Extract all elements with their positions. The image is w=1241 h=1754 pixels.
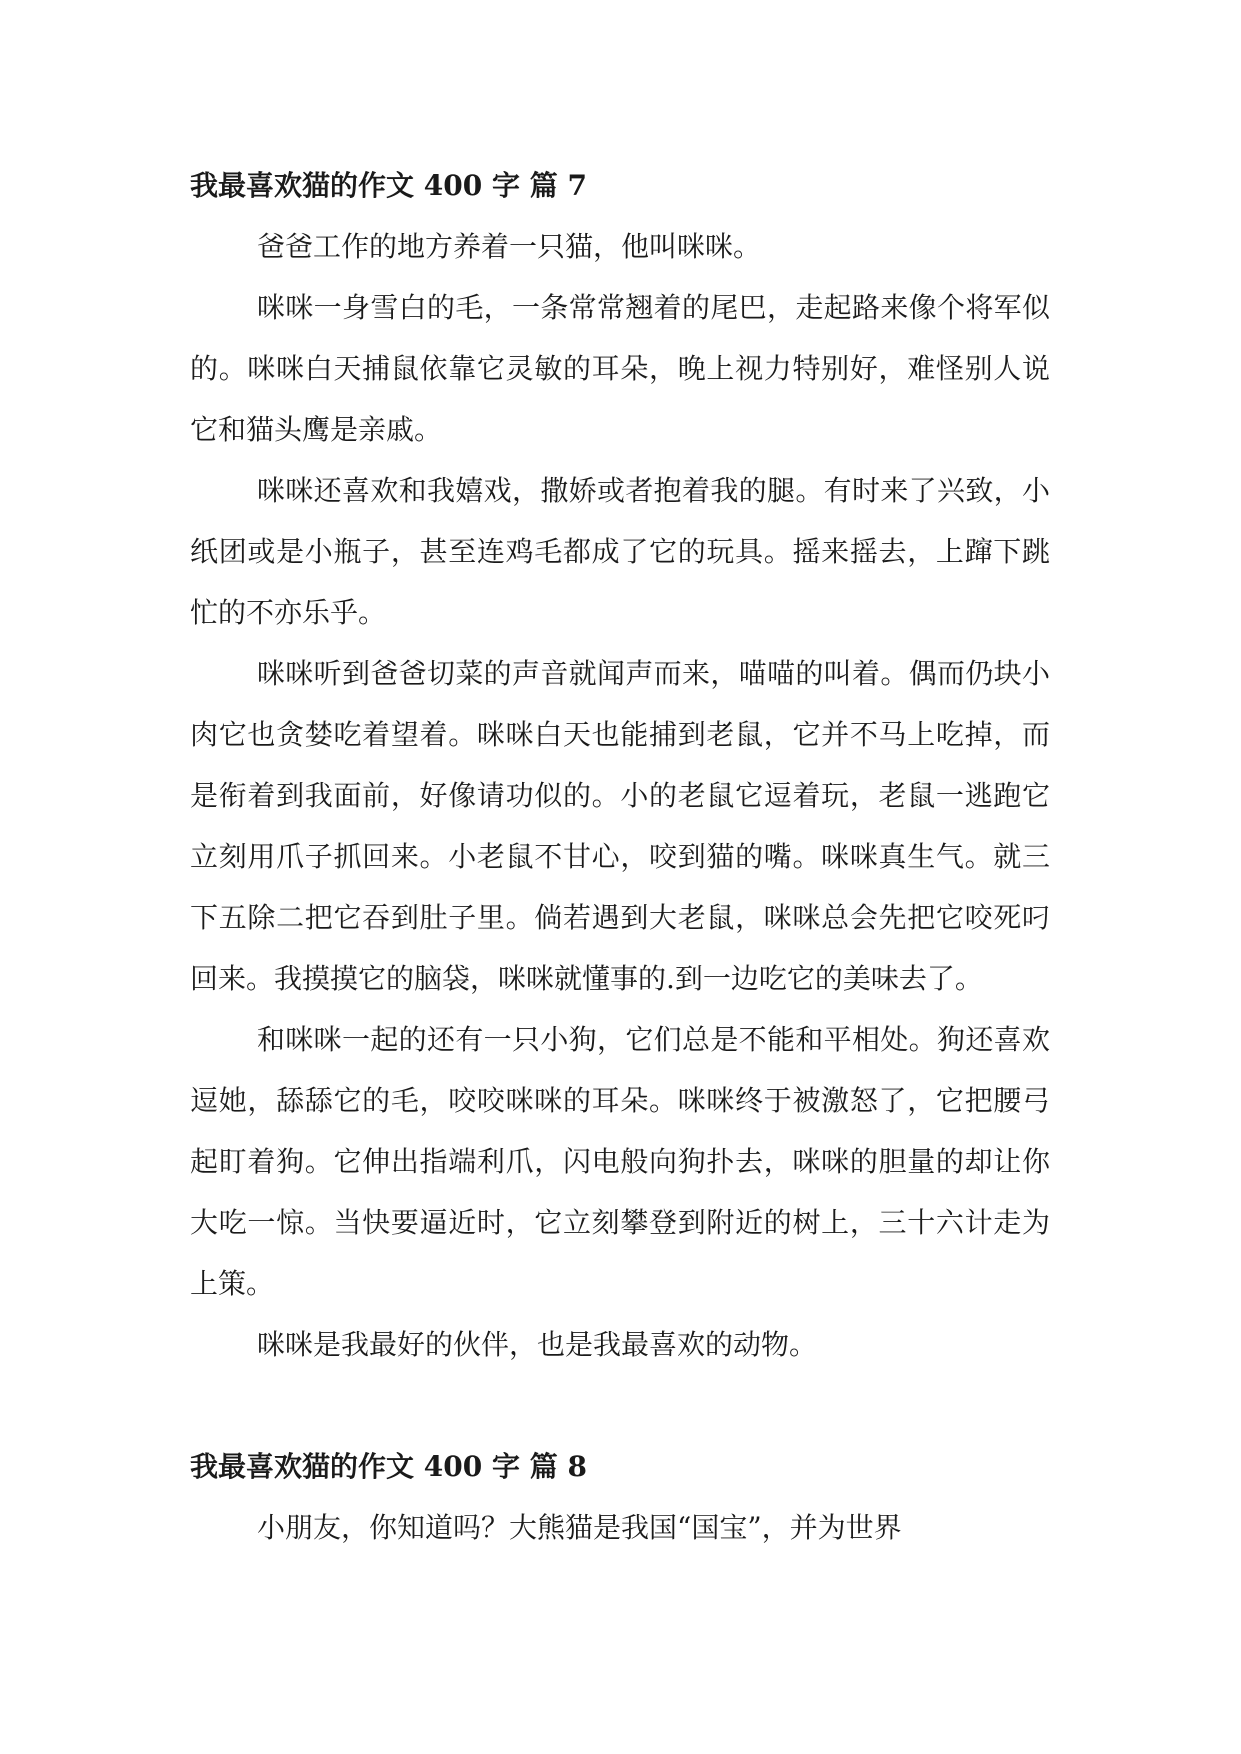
essay-heading: 我最喜欢猫的作文 400 字 篇 8 [190,1450,587,1483]
paragraph: 爸爸工作的地方养着一只猫，他叫咪咪。 [257,230,762,263]
paragraph: 小朋友，你知道吗？大熊猫是我国“国宝”，并为世界 [257,1511,902,1544]
essay-section-7 [190,155,1050,1375]
paragraph: 咪咪还喜欢和我嬉戏，撒娇或者抱着我的腿。有时来了兴致，小纸团或是小瓶子，甚至连鸡毛都成了它的玩具。摇来摇去，上蹿下跳忙的不亦乐乎。 [190,474,1050,629]
paragraph: 咪咪听到爸爸切菜的声音就闻声而来，喵喵的叫着。偶而仍块小肉它也贪婪吃着望着。咪咪白天也能捕到老鼠，它并不马上吃掉，而是衔着到我面前，好像请功似的。小的老鼠它逗着玩，老鼠一逃跑它立刻用爪子抓回来。小老鼠不甘心，咬到猫的嘴。咪咪真生气。就三下五除二把它吞到肚子里。倘若遇到大老鼠，咪咪总会先把它咬死叼回来。我摸摸它的脑袋，咪咪就懂事的.到一边吃它的美味去了。 [190,657,1050,995]
essay-section-8 [190,1436,1050,1558]
paragraph: 和咪咪一起的还有一只小狗，它们总是不能和平相处。狗还喜欢逗她，舔舔它的毛，咬咬咪咪的耳朵。咪咪终于被激怒了，它把腰弓起盯着狗。它伸出指端利爪，闪电般向狗扑去，咪咪的胆量的却让你大吃一惊。当快要逼近时，它立刻攀登到附近的树上，三十六计走为上策。 [190,1023,1050,1300]
essay-heading: 我最喜欢猫的作文 400 字 篇 7 [190,169,587,202]
paragraph: 咪咪是我最好的伙伴，也是我最喜欢的动物。 [257,1328,818,1361]
document-page [190,155,1050,1558]
section-gap [190,1375,1050,1436]
paragraph: 咪咪一身雪白的毛，一条常常翘着的尾巴，走起路来像个将军似的。咪咪白天捕鼠依靠它灵敏的耳朵，晚上视力特别好，难怪别人说它和猫头鹰是亲戚。 [190,291,1050,446]
